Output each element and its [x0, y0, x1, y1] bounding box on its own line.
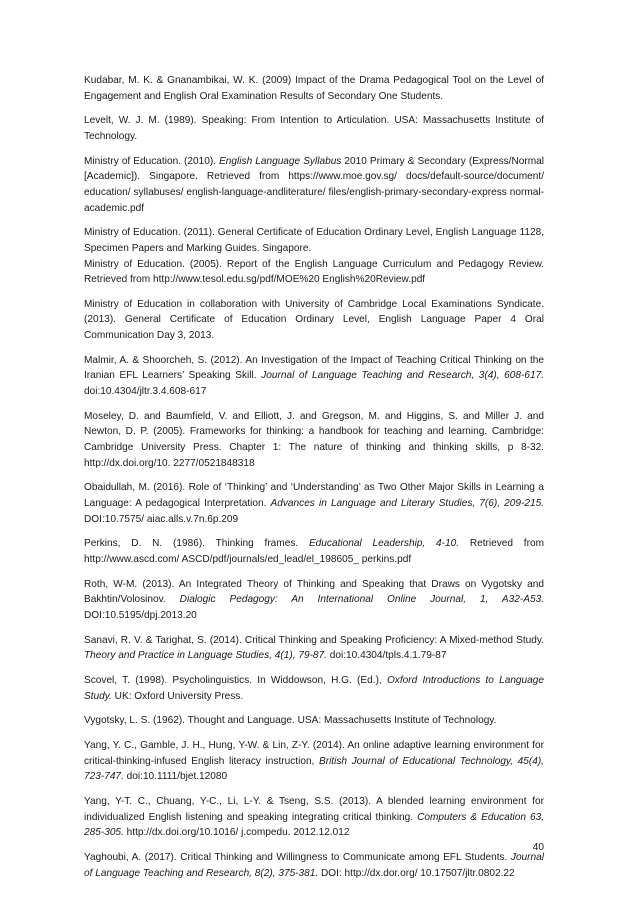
reference-text: Obaidullah, M. (2016). Role of ‘Thinking’ and ‘Understanding’ as Two Other Major Skills in Learning a Language: A pedagogical Interpretation.	[84, 482, 544, 509]
reference-entry	[84, 297, 544, 344]
reference-text: doi:10.4304/jltr.3.4.608-617	[84, 386, 207, 398]
reference-text: DOI:10.5195/dpj.2013.20	[84, 609, 197, 621]
reference-text: Levelt, W. J. M. (1989). Speaking: From Intention to Articulation. USA: Massachusetts Institute of Technology.	[84, 115, 544, 142]
reference-entry	[84, 353, 544, 400]
page-number: 40	[532, 842, 544, 853]
reference-source-italic: Educational Leadership, 4-10.	[308, 538, 460, 550]
reference-text: doi:10.1111/bjet.12080	[123, 771, 228, 783]
reference-source-italic: Computers & Education 63, 285-305.	[84, 811, 544, 839]
reference-text: Moseley, D. and Baumfield, V. and Elliott, J. and Gregson, M. and Higgins, S. and Miller J. and Newton, D. P. (2005). Frameworks for thinking: a handbook for teaching and learning. Cambridge: Cambridge University Press. Chapter 1: The nature of thinking and thinking skills, p 8-32. http://dx.doi.org/10. 2277/0521848318	[84, 410, 544, 469]
reference-entry	[84, 673, 544, 704]
reference-text: DOI: http://dx.dor.org/ 10.17507/jltr.0802.22	[318, 867, 515, 879]
reference-text: Ministry of Education. (2010).	[84, 155, 220, 167]
reference-text: Sanavi, R. V. & Tarighat, S. (2014). Critical Thinking and Speaking Proficiency: A Mixed-method Study.	[84, 634, 544, 646]
reference-text: UK: Oxford University Press.	[111, 690, 244, 702]
reference-source-italic: Advances in Language and Literary Studies, 7(6), 209-215.	[270, 497, 545, 509]
reference-text: Ministry of Education in collaboration with University of Cambridge Local Examinations Syndicate. (2013). General Certificate of Education Ordinary Level, English Language Paper 4 Oral Communication Day 3, 2013.	[84, 298, 544, 342]
reference-source-italic: Dialogic Pedagogy: An International Online Journal, 1, A32-A53.	[179, 594, 544, 606]
reference-text: Ministry of Education. (2005). Report of the English Language Curriculum and Pedagogy Review. Retrieved from http://www.tesol.edu.sg/pdf/MOE%20 English%20Review.pdf	[84, 258, 544, 286]
reference-text: Kudabar, M. K. & Gnanambikai, W. K. (2009) Impact of the Drama Pedagogical Tool on the Level of Engagement and English Oral Examination Results of Secondary One Students.	[84, 75, 544, 102]
reference-entry	[84, 225, 544, 256]
reference-entry	[84, 73, 544, 104]
reference-entry	[84, 713, 544, 729]
reference-entry	[84, 577, 544, 624]
reference-list	[84, 73, 544, 891]
reference-source-italic: English Language Syllabus	[219, 155, 342, 167]
reference-text: Yang, Y-T. C., Chuang, Y-C., Li, L-Y. & Tseng, S.S. (2013). A blended learning environment for individualized English listening and speaking integrating critical thinking.	[84, 796, 544, 823]
reference-text: Perkins, D. N. (1986). Thinking frames.	[84, 538, 309, 550]
reference-entry	[84, 480, 544, 527]
reference-text: Yaghoubi, A. (2017). Critical Thinking and Willingness to Communicate among EFL Students.	[84, 852, 511, 864]
reference-text: Vygotsky, L. S. (1962). Thought and Language. USA: Massachusetts Institute of Technology.	[84, 715, 497, 727]
reference-entry	[84, 409, 544, 471]
reference-entry	[84, 257, 544, 288]
reference-source-italic: Journal of Language Teaching and Research, 8(2), 375-381.	[84, 852, 544, 879]
reference-text: Scovel, T. (1998). Psycholinguistics. In Widdowson, H.G. (Ed.),	[84, 675, 387, 687]
reference-entry	[84, 850, 544, 881]
reference-text: doi:10.4304/tpls.4.1.79-87	[326, 650, 447, 662]
reference-entry	[84, 794, 544, 841]
reference-source-italic: Theory and Practice in Language Studies, 4(1), 79-87.	[84, 650, 327, 662]
reference-text: http://dx.doi.org/10.1016/ j.compedu. 2012.12.012	[123, 827, 350, 839]
reference-entry	[84, 154, 544, 216]
reference-entry	[84, 738, 544, 785]
reference-entry	[84, 113, 544, 144]
reference-source-italic: Journal of Language Teaching and Research, 3(4), 608-617.	[261, 370, 544, 382]
reference-source-italic: British Journal of Educational Technology, 45(4), 723-747.	[84, 755, 544, 783]
reference-text: Ministry of Education. (2011). General Certificate of Education Ordinary Level, English Language 1128, Specimen Papers and Marking Guides. Singapore.	[84, 227, 544, 254]
reference-entry	[84, 536, 544, 567]
reference-entry	[84, 633, 544, 664]
reference-text: Malmir, A. & Shoorcheh, S. (2012). An Investigation of the Impact of Teaching Critical Thinking on the Iranian EFL Learners’ Speaking Skill.	[84, 354, 544, 382]
reference-text: 2010 Primary & Secondary (Express/Normal [Academic]). Singapore. Retrieved from https://www.moe.gov.sg/ docs/default-source/document/ education/ syllabuses/ english-language-andliterature/ files/english-primary-secondary-express normal-academic.pdf	[84, 155, 544, 214]
reference-text: DOI:10.7575/ aiac.alls.v.7n.6p.209	[84, 513, 239, 525]
reference-text: Yang, Y. C., Gamble, J. H., Hung, Y-W. & Lin, Z-Y. (2014). An online adaptive learning environment for critical-thinking-infused English literacy instruction,	[84, 740, 544, 767]
reference-text: Roth, W-M. (2013). An Integrated Theory of Thinking and Speaking that Draws on Vygotsky and Bakhtin/Volosinov.	[84, 578, 544, 606]
reference-text: Retrieved from http://www.ascd.com/ ASCD/pdf/journals/ed_lead/el_198605_ perkins.pdf	[84, 538, 544, 565]
reference-source-italic: Oxford Introductions to Language Study.	[84, 675, 545, 702]
